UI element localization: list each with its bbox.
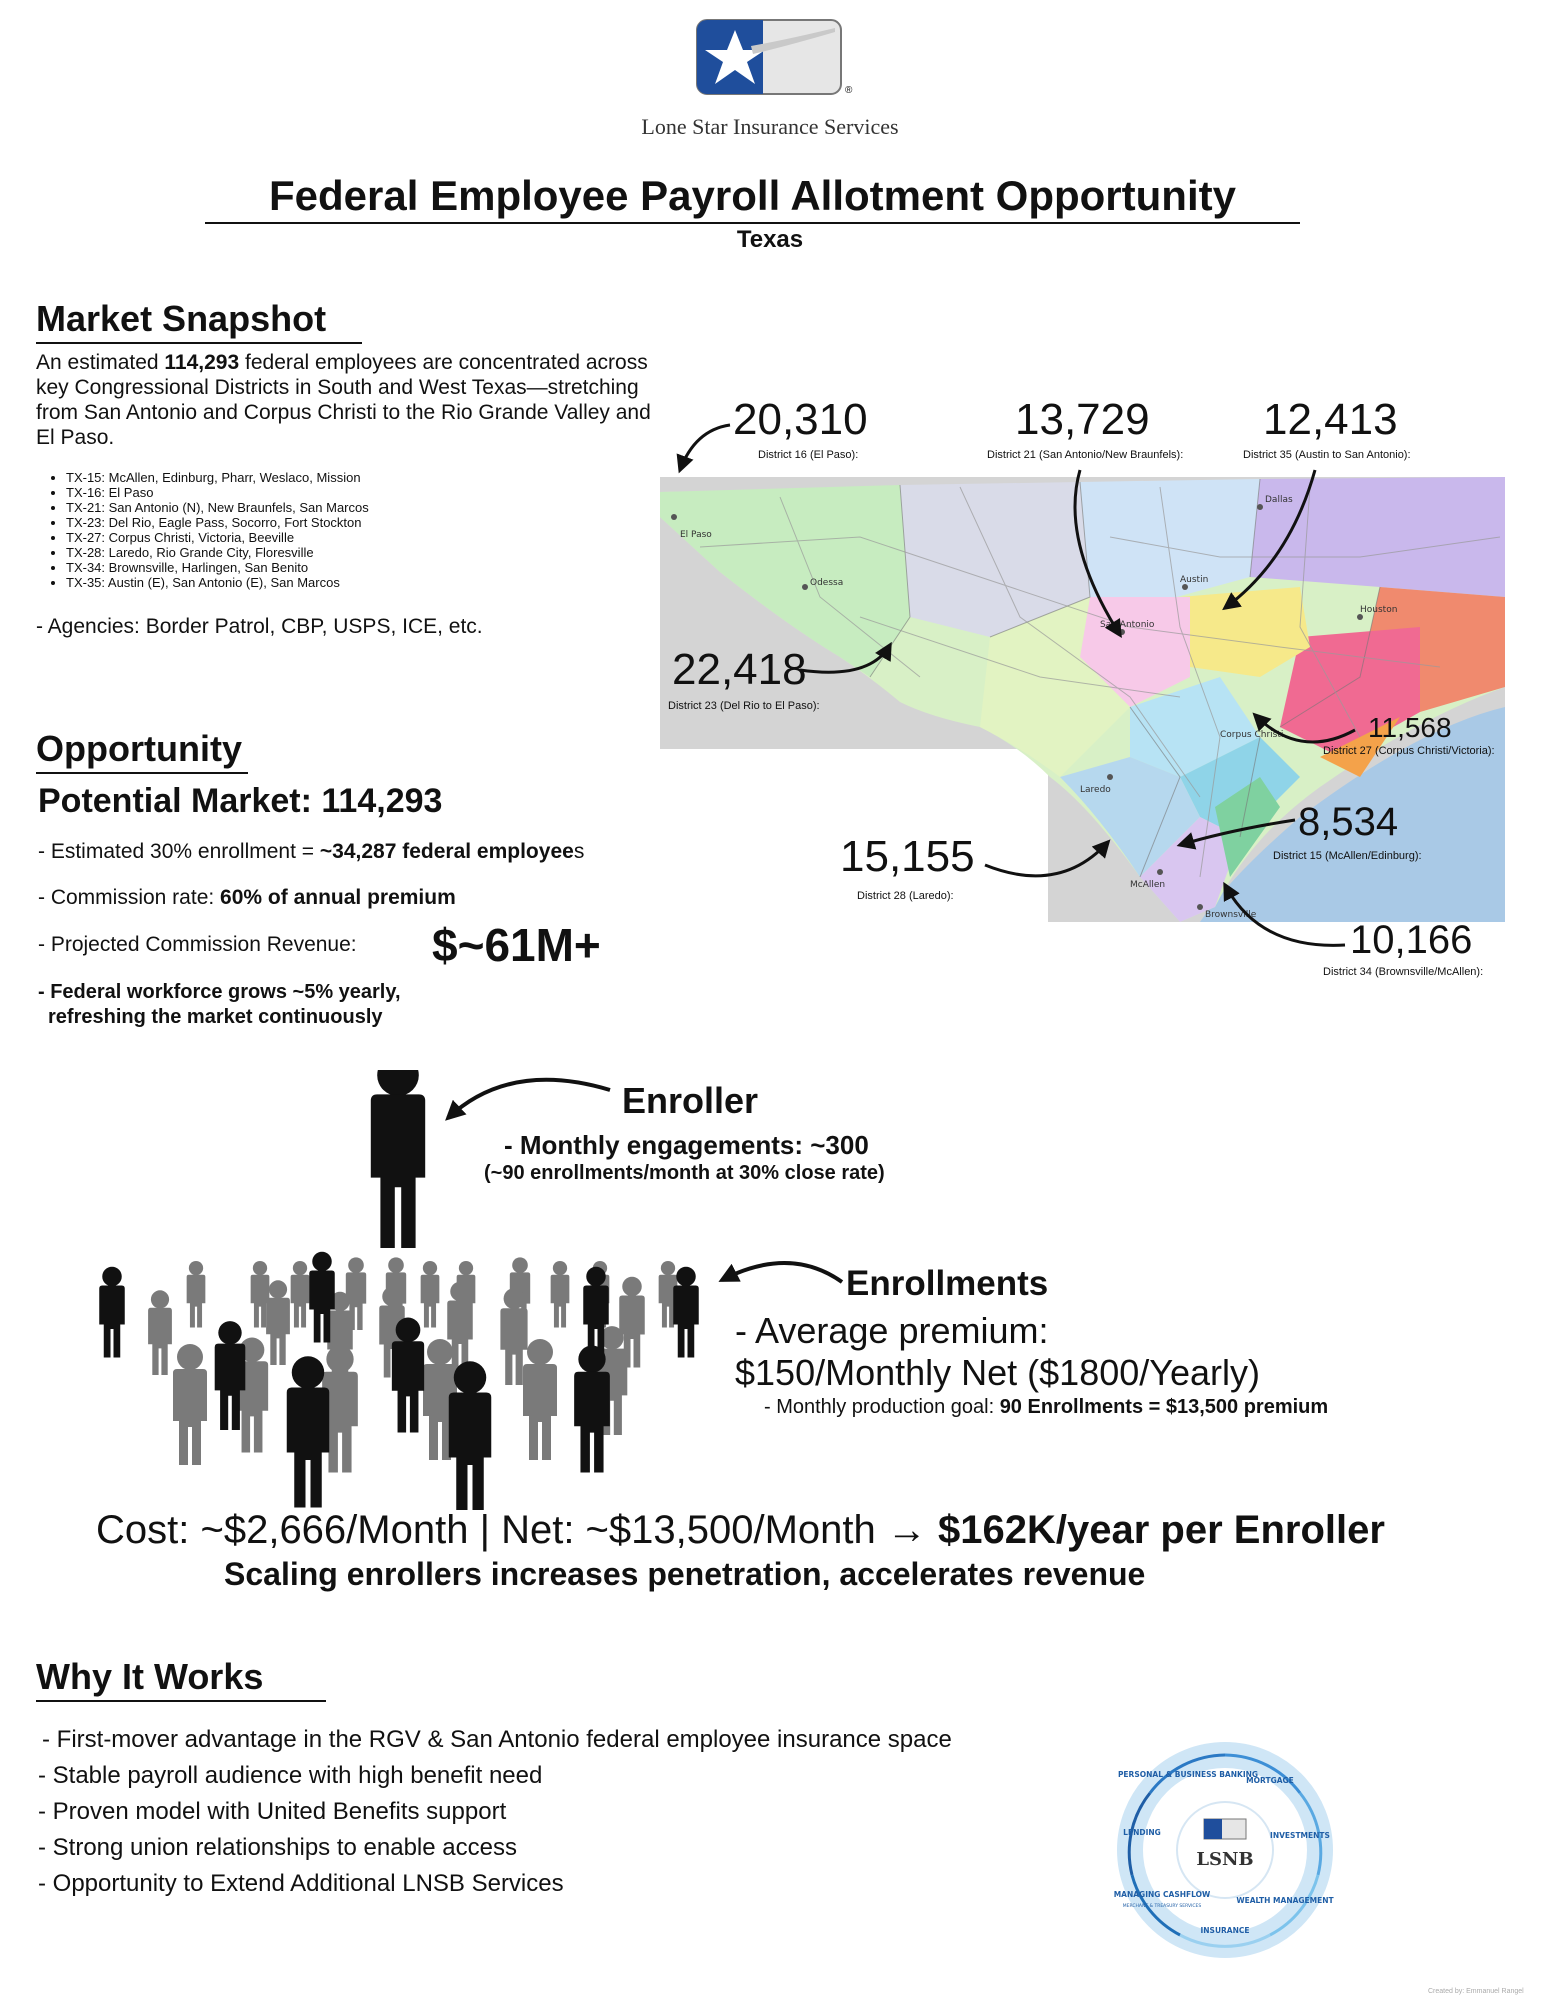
map-label-san-antonio: San Antonio: [1100, 620, 1155, 630]
enrollment-estimate: - Estimated 30% enrollment = ~34,287 federal employees: [38, 840, 585, 863]
potential-market-value: 114,293: [321, 782, 443, 820]
callout-value-d34: 10,166: [1350, 918, 1473, 962]
list-item: - Proven model with United Benefits support: [38, 1798, 507, 1825]
list-item: • TX-34: Brownsville, Harlingen, San Benito: [66, 560, 666, 575]
callout-label-d16: District 16 (El Paso):: [758, 449, 859, 461]
projected-revenue-value: $~61M+: [432, 919, 601, 971]
company-name: Lone Star Insurance Services: [641, 114, 899, 139]
list-item: - Opportunity to Extend Additional LNSB Services: [38, 1870, 564, 1897]
wheel-segment-wealth: WEALTH MANAGEMENT: [1236, 1896, 1334, 1905]
production-goal: - Monthly production goal: 90 Enrollments = $13,500 premium: [764, 1396, 1329, 1418]
map-label-houston: Houston: [1360, 605, 1398, 615]
registered-mark: ®: [845, 85, 853, 96]
list-item: • TX-28: Laredo, Rio Grande City, Floresville: [66, 545, 666, 560]
why-heading: Why It Works: [36, 1656, 326, 1702]
wheel-segment-mortgage: MORTGAGE: [1246, 1776, 1294, 1785]
wheel-segment-sub: MERCHANT & TREASURY SERVICES: [1122, 1904, 1202, 1909]
wheel-segment-investments: INVESTMENTS: [1270, 1831, 1330, 1840]
enrollments-heading: Enrollments: [846, 1264, 1049, 1303]
workforce-growth: - Federal workforce grows ~5% yearly, refreshing the market continuously: [38, 981, 401, 1028]
list-item: • TX-16: El Paso: [66, 485, 666, 500]
callout-label-d21: District 21 (San Antonio/New Braunfels):: [987, 449, 1184, 461]
list-item: • TX-27: Corpus Christi, Victoria, Beeville: [66, 530, 666, 545]
callout-value-d35: 12,413: [1263, 395, 1398, 444]
wheel-segment-lending: LENDING: [1123, 1828, 1161, 1837]
projected-revenue-label: - Projected Commission Revenue:: [38, 933, 357, 956]
enrollment-rate-note: (~90 enrollments/month at 30% close rate): [484, 1162, 885, 1184]
list-item: - First-mover advantage in the RGV & San Antonio federal employee insurance space: [42, 1726, 952, 1753]
map-label-austin: Austin: [1180, 575, 1209, 585]
average-premium: - Average premium: $150/Monthly Net ($1800/Yearly): [735, 1310, 1260, 1393]
callout-label-d23: District 23 (Del Rio to El Paso):: [668, 700, 820, 712]
callout-label-d27: District 27 (Corpus Christi/Victoria):: [1323, 745, 1495, 757]
callout-label-d28: District 28 (Laredo):: [857, 890, 954, 902]
wheel-segment-insurance: INSURANCE: [1200, 1926, 1250, 1935]
opportunity-heading: Opportunity: [36, 728, 248, 774]
callout-label-d34: District 34 (Brownsville/McAllen):: [1323, 966, 1484, 978]
list-item: • TX-35: Austin (E), San Antonio (E), San Marcos: [66, 575, 666, 590]
agencies-line: - Agencies: Border Patrol, CBP, USPS, ICE, etc.: [36, 615, 483, 638]
list-item: - Strong union relationships to enable access: [38, 1834, 517, 1861]
market-snapshot-heading: Market Snapshot: [36, 298, 362, 344]
callout-value-d23: 22,418: [672, 645, 807, 694]
map-label-dallas: Dallas: [1265, 495, 1293, 505]
map-label-el-paso: El Paso: [680, 530, 712, 540]
arrow-to-enroller: [448, 1080, 610, 1118]
map-label-corpus-christi: Corpus Christi: [1220, 730, 1284, 740]
arrow-to-crowd: [722, 1263, 842, 1282]
map-label-brownsville: Brownsville: [1205, 910, 1257, 920]
page-subtitle: Texas: [736, 226, 804, 253]
enroller-heading: Enroller: [622, 1080, 759, 1121]
callout-label-d15: District 15 (McAllen/Edinburg):: [1273, 850, 1422, 862]
lsnb-services-wheel: [1100, 1725, 1350, 1975]
monthly-engagements: - Monthly engagements: ~300: [504, 1130, 869, 1160]
callout-label-d35: District 35 (Austin to San Antonio):: [1243, 449, 1411, 461]
wheel-center-label: LSNB: [1196, 1849, 1254, 1870]
market-intro: An estimated 114,293 federal employees are concentrated across key Congressional Districts in South and West Texas—stretching from San Antonio and Corpus Christi to the Rio Grande Valley and El Paso.: [36, 351, 651, 449]
list-item: • TX-21: San Antonio (N), New Braunfels, San Marcos: [66, 500, 666, 515]
wheel-segment-banking: PERSONAL & BUSINESS BANKING: [1117, 1770, 1259, 1779]
list-item: • TX-23: Del Rio, Eagle Pass, Socorro, Fort Stockton: [66, 515, 666, 530]
callout-value-d27: 11,568: [1368, 712, 1452, 743]
callout-value-d15: 8,534: [1298, 800, 1399, 844]
callout-value-d16: 20,310: [733, 395, 868, 444]
list-item: - Stable payroll audience with high benefit need: [38, 1762, 543, 1789]
commission-rate: - Commission rate: 60% of annual premium: [38, 886, 456, 909]
list-item: • TX-15: McAllen, Edinburg, Pharr, Weslaco, Mission: [66, 470, 666, 485]
page-title: Federal Employee Payroll Allotment Opportunity: [269, 172, 1236, 219]
wheel-segment-cashflow: MANAGING CASHFLOW: [1113, 1890, 1211, 1899]
callout-value-d28: 15,155: [840, 832, 975, 881]
map-label-odessa: Odessa: [810, 578, 844, 588]
map-label-laredo: Laredo: [1080, 785, 1111, 795]
callout-value-d21: 13,729: [1015, 395, 1150, 444]
map-label-mcallen: McAllen: [1130, 880, 1166, 890]
potential-market: Potential Market: 114,293: [38, 782, 443, 820]
why-list: [38, 1722, 1038, 1902]
scaling-statement: Scaling enrollers increases penetration, accelerates revenue: [224, 1556, 1146, 1592]
credit-line: Created by: Emmanuel Rangel: [1428, 1988, 1524, 1995]
cost-net-summary: Cost: ~$2,666/Month | Net: ~$13,500/Month → $162K/year per Enroller: [96, 1508, 1385, 1552]
market-total: 114,293: [164, 351, 240, 374]
